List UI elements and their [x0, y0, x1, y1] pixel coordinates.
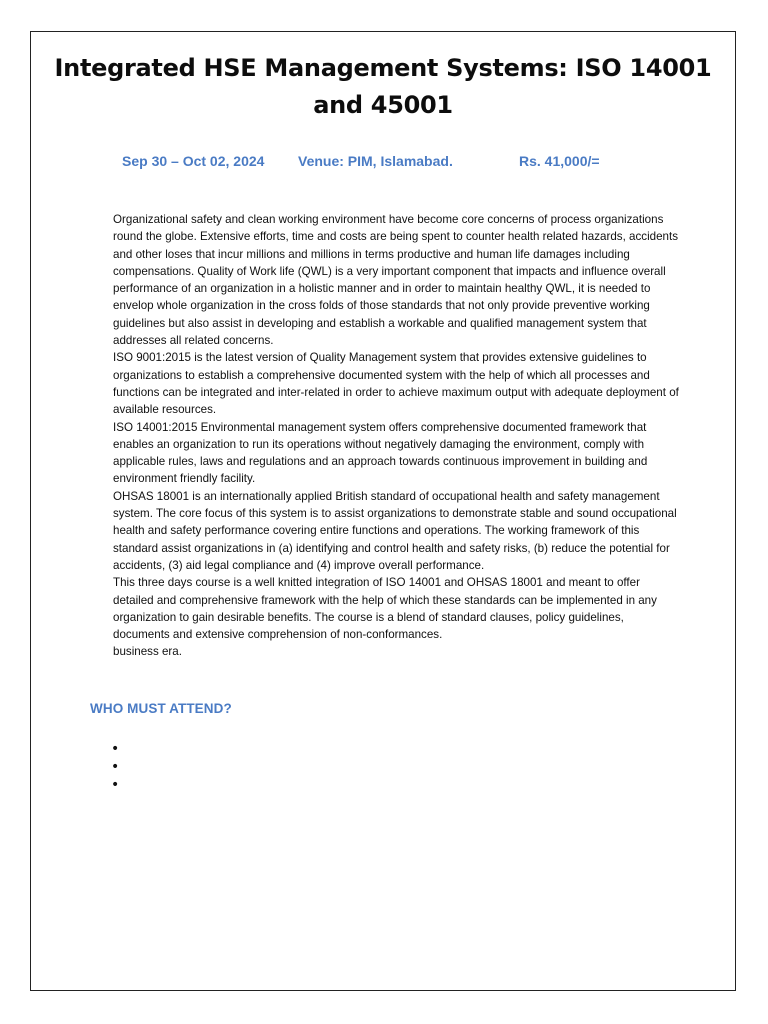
attendee-list: [111, 740, 123, 794]
list-item: [111, 776, 123, 794]
paragraph-intro: Organizational safety and clean working environment have become core concerns of process organizations round the globe. Extensive efforts, time and costs are being spent to counter health related hazards, accidents and other loses that incur millions and millions in terms productive and human life damages including compensations. Quality of Work life (QWL) is a very important component that impacts and influence overall performance of an organization in a holistic manner and in order to maintain healthy QWL, it is needed to envelop whole organization in the cross folds of those standards that not only provide preventive working guidelines but also assist in developing and establish a workable and qualified management system that addresses all related concerns.: [113, 213, 679, 348]
paragraph-trailing: business era.: [113, 645, 182, 659]
who-must-attend-heading: WHO MUST ATTEND?: [90, 701, 232, 716]
course-venue: Venue: PIM, Islamabad.: [298, 153, 453, 169]
course-dates: Sep 30 – Oct 02, 2024: [122, 153, 265, 169]
course-meta: [0, 153, 768, 173]
course-description: [113, 211, 681, 661]
course-fee: Rs. 41,000/=: [519, 153, 600, 169]
paragraph-iso-9001: ISO 9001:2015 is the latest version of Quality Management system that provides extensive guidelines to organizations to establish a comprehensive documented system with the help of which all processes and functions can be integrated and inter-related in order to achieve maximum output with adequate deployment of available resources.: [113, 351, 679, 417]
paragraph-course-summary: This three days course is a well knitted integration of ISO 14001 and OHSAS 18001 and meant to offer detailed and comprehensive framework with the help of which these standards can be implemented in any organization to gain desirable benefits. The course is a blend of standard clauses, policy guidelines, documents and extensive comprehension of non-conformances.: [113, 576, 657, 642]
paragraph-iso-14001: ISO 14001:2015 Environmental management system offers comprehensive documented framework that enables an organization to run its operations without negatively damaging the environment, comply with applicable rules, laws and regulations and an approach towards continuous improvement in building and environment friendly facility.: [113, 420, 648, 486]
list-item: [111, 740, 123, 758]
list-item: [111, 758, 123, 776]
page-title: Integrated HSE Management Systems: ISO 14001 and 45001: [54, 54, 712, 119]
paragraph-ohsas-18001: OHSAS 18001 is an internationally applied British standard of occupational health and safety management system. The core focus of this system is to assist organizations to demonstrate stable and sound occupational health and safety performance covering entire functions and operations. The working framework of this standard assist organizations in (a) identifying and control health and safety risks, (b) reduce the potential for accidents, (3) aid legal compliance and (4) improve overall performance.: [113, 489, 677, 572]
